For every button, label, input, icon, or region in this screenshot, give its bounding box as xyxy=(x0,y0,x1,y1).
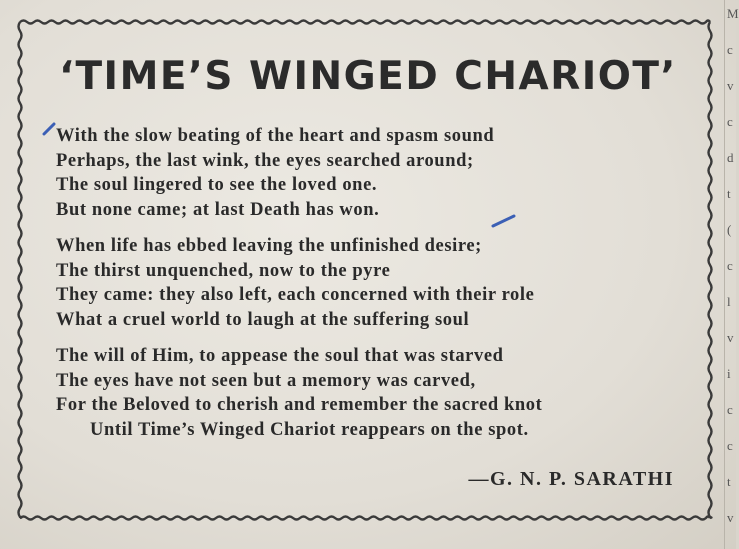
adjacent-column-fragment: v xyxy=(727,330,734,345)
adjacent-column-fragment: d xyxy=(727,150,734,165)
poem-stanza xyxy=(56,124,706,222)
poem-line: The soul lingered to see the loved one. xyxy=(56,175,378,195)
poem-body xyxy=(56,124,706,454)
adjacent-column-fragment: c xyxy=(727,258,733,273)
pen-mark xyxy=(490,212,518,230)
poem-line: Until Time’s Winged Chariot reappears on the spot. xyxy=(90,419,529,440)
poem-stanza xyxy=(56,344,706,442)
adjacent-column-fragment: v xyxy=(727,78,734,93)
adjacent-column-fragment: ( xyxy=(727,222,732,237)
adjacent-column xyxy=(724,0,737,549)
adjacent-column-fragment: t xyxy=(727,474,731,489)
adjacent-column-fragment: l xyxy=(727,294,731,309)
poem-line: But none came; at last Death has won. xyxy=(56,199,380,220)
adjacent-column-fragment: c xyxy=(727,42,733,57)
poem-line: Perhaps, the last wink, the eyes searched around; xyxy=(56,150,474,171)
adjacent-column-fragment: v xyxy=(727,510,734,525)
poem-line: The thirst unquenched, now to the pyre xyxy=(56,260,391,281)
poem-title: ‘TIME’S WINGED CHARIOT’ xyxy=(59,54,677,99)
pen-mark xyxy=(40,120,60,140)
adjacent-column-fragment: M xyxy=(727,6,739,21)
adjacent-column-fragment: c xyxy=(727,114,733,129)
poem-line: What a cruel world to laugh at the suffering soul xyxy=(56,309,470,330)
author-signature: —G. N. P. SARATHI xyxy=(468,468,674,490)
poem-line: They came: they also left, each concerned with their role xyxy=(56,285,535,305)
adjacent-column-fragment: c xyxy=(727,438,733,453)
poem-line: With the slow beating of the heart and spasm sound xyxy=(56,126,495,146)
poem-line: For the Beloved to cherish and remember the sacred knot xyxy=(56,395,543,415)
poem-line: When life has ebbed leaving the unfinished desire; xyxy=(56,236,482,256)
adjacent-column-fragment: c xyxy=(727,402,733,417)
poem-line: The will of Him, to appease the soul that was starved xyxy=(56,346,504,366)
adjacent-column-fragment: t xyxy=(727,186,731,201)
adjacent-column-fragment: i xyxy=(727,366,731,381)
poem-stanza xyxy=(56,234,706,332)
poem-line: The eyes have not seen but a memory was carved, xyxy=(56,370,476,391)
